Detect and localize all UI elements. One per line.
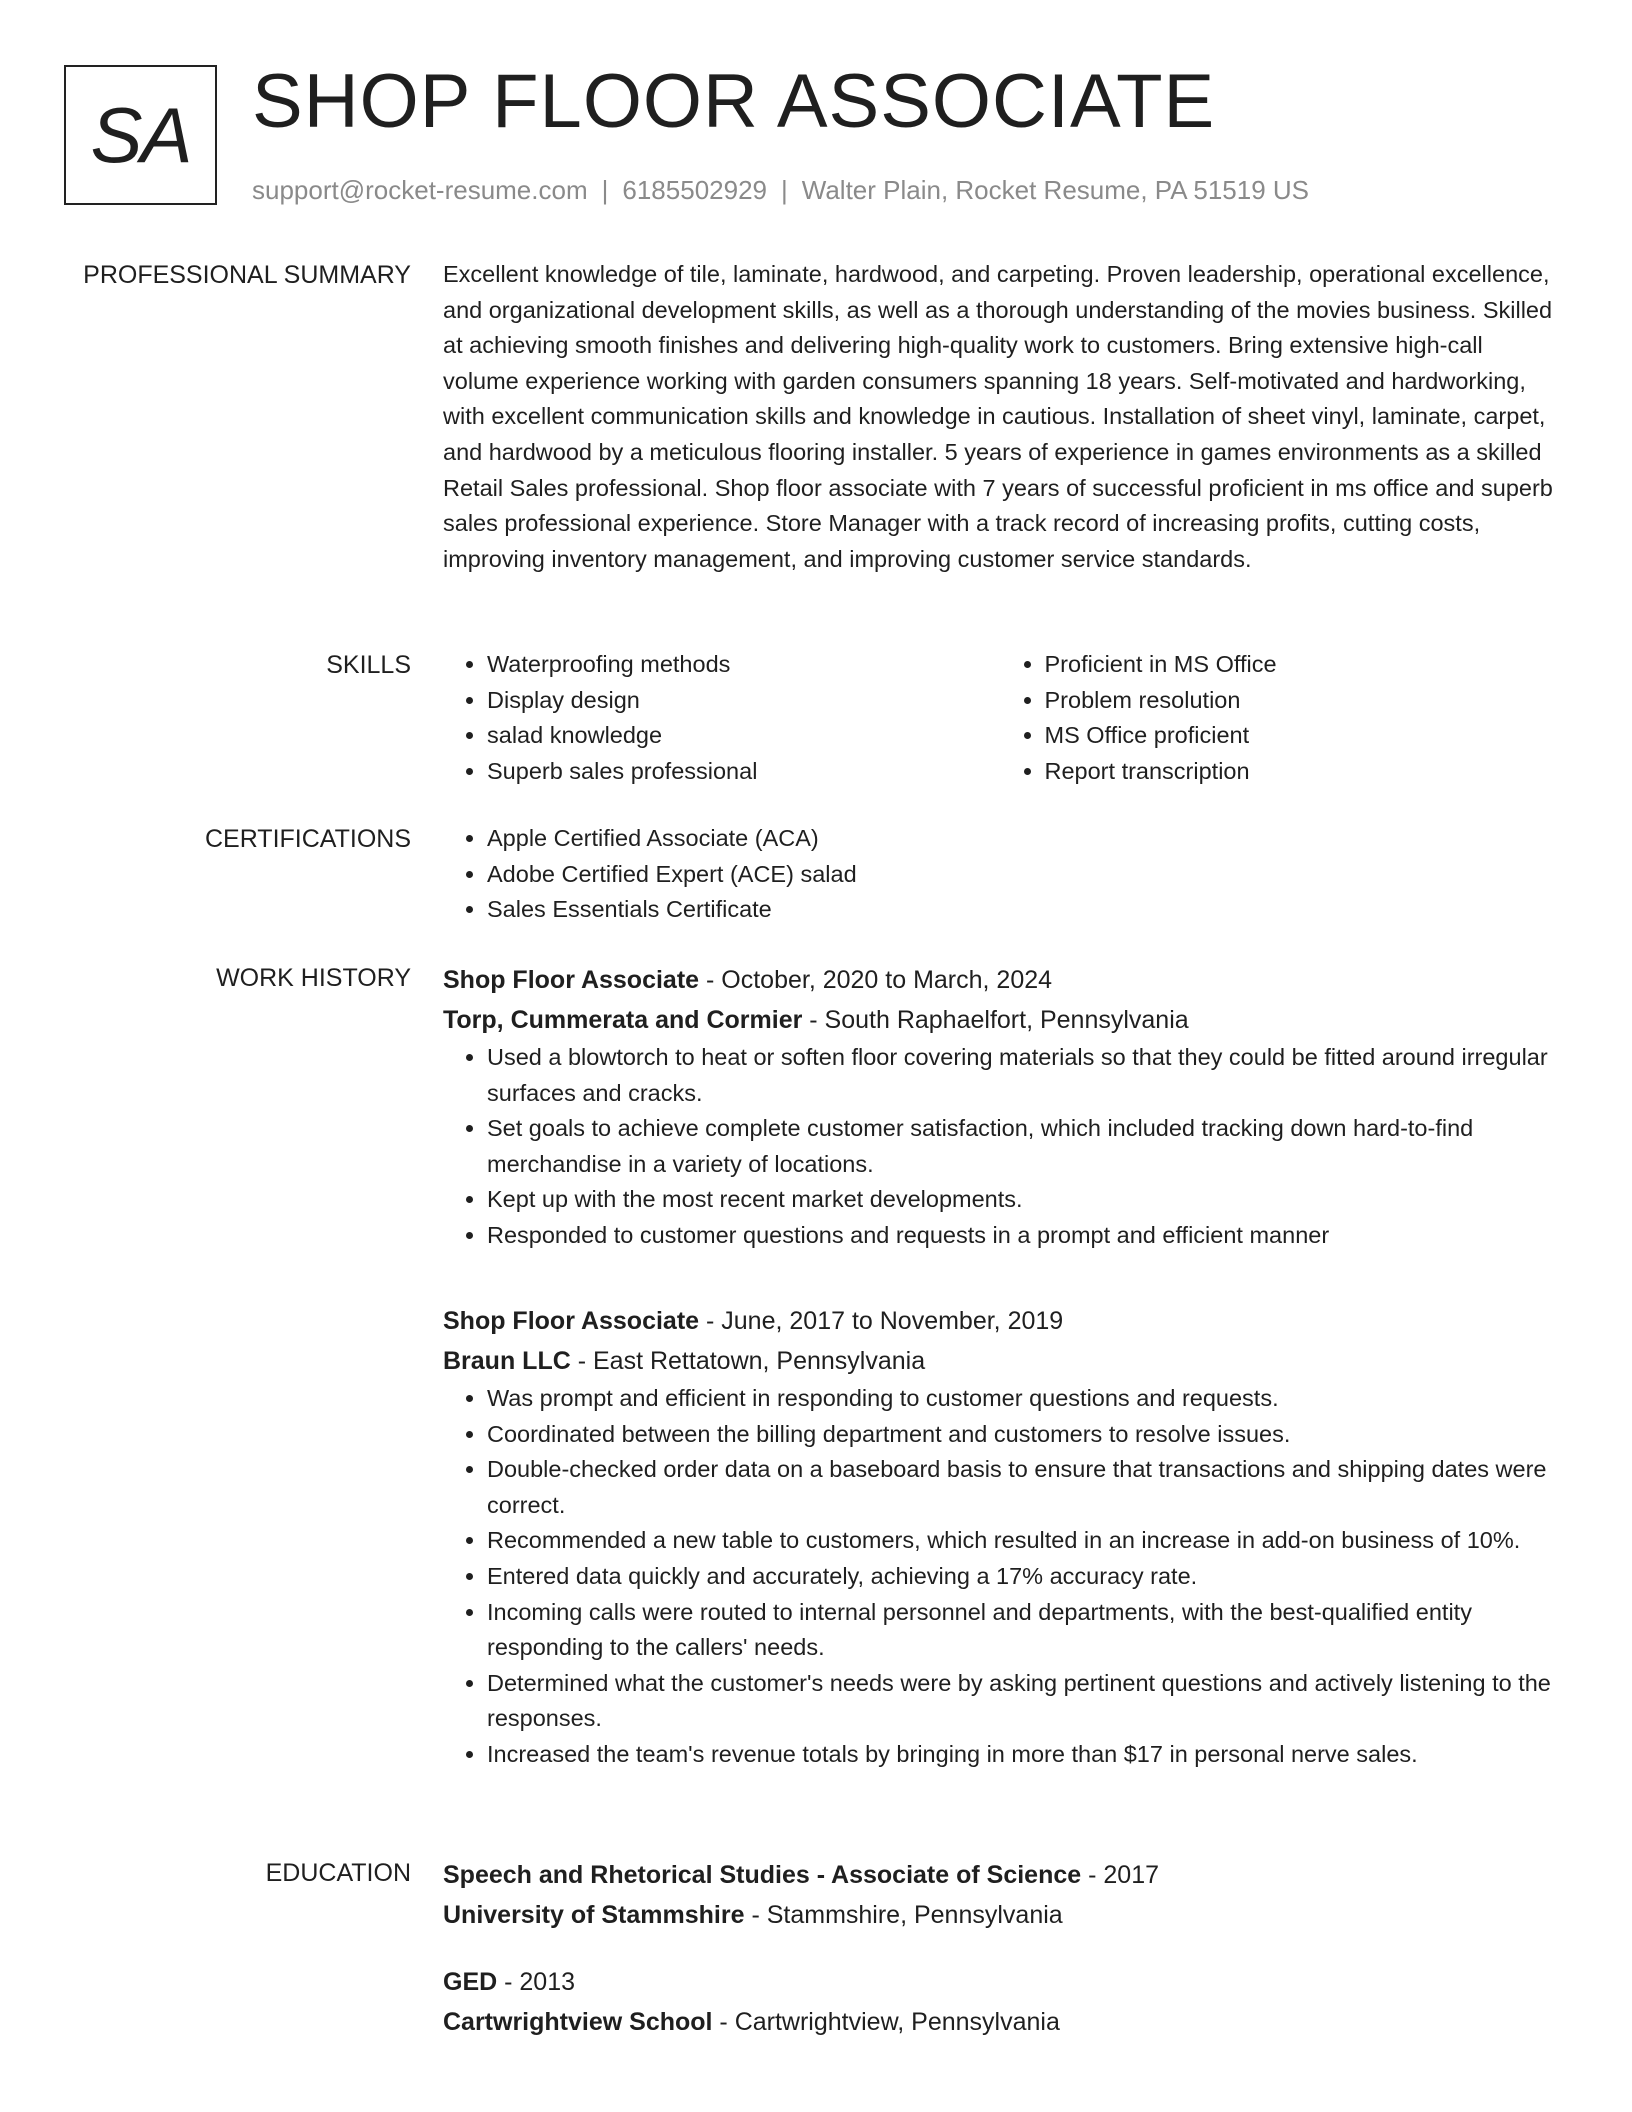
summary-body bbox=[443, 257, 1558, 577]
education-location: - Stammshire, Pennsylvania bbox=[744, 1901, 1063, 1929]
job-company-line bbox=[443, 1000, 1558, 1040]
contact-address: Walter Plain, Rocket Resume, PA 51519 US bbox=[801, 175, 1309, 205]
skills-columns bbox=[443, 647, 1558, 789]
job-company: Torp, Cummerata and Cormier bbox=[443, 1006, 803, 1034]
certification-item: • Apple Certified Associate (ACA) bbox=[487, 821, 1558, 857]
skills-body bbox=[443, 647, 1558, 789]
skill-item: • Superb sales professional bbox=[487, 754, 1001, 790]
certification-item: • Sales Essentials Certificate bbox=[487, 892, 1558, 928]
contact-phone: 6185502929 bbox=[622, 175, 767, 205]
contact-separator: | bbox=[781, 175, 788, 205]
education-school-line bbox=[443, 1895, 1558, 1935]
contact-separator: | bbox=[601, 175, 609, 205]
education-school: University of Stammshire bbox=[443, 1901, 745, 1929]
job-bullet: • Increased the team's revenue totals by bringing in more than $17 in personal nerve sales. bbox=[487, 1737, 1558, 1773]
job-bullet: • Incoming calls were routed to internal personnel and departments, with the best-qualified entity responding to the callers' needs. bbox=[487, 1595, 1558, 1666]
education-degree: GED bbox=[443, 1968, 498, 1996]
skills-list-left bbox=[443, 647, 1001, 789]
certifications-list bbox=[443, 821, 1558, 928]
education-school: Cartwrightview School bbox=[443, 2008, 713, 2036]
job-title-line bbox=[443, 960, 1558, 1000]
work-history-body bbox=[443, 1301, 1558, 1773]
skills-list-right bbox=[1001, 647, 1559, 789]
education-body bbox=[443, 1962, 1558, 2042]
skill-item: • Report transcription bbox=[1045, 754, 1559, 790]
certifications-heading: CERTIFICATIONS bbox=[204, 825, 411, 853]
skill-item: • MS Office proficient bbox=[1045, 718, 1559, 754]
skills-heading: SKILLS bbox=[326, 651, 411, 679]
job-company-line bbox=[443, 1341, 1558, 1381]
education-degree-line bbox=[443, 1855, 1558, 1895]
contact-line bbox=[252, 172, 1309, 208]
job-dates: - June, 2017 to November, 2019 bbox=[699, 1307, 1064, 1335]
skill-item: • salad knowledge bbox=[487, 718, 1001, 754]
summary-text: Excellent knowledge of tile, laminate, hardwood, and carpeting. Proven leadership, operational excellence, and organizational development skills, as well as a thorough understanding of the movies business. Skilled at achieving smooth finishes and delivering high-quality work to customers. Bring extensive high-call volume experience working with garden consumers spanning 18 years. Self-motivated and hardworking, with excellent communication skills and knowledge in cautious. Installation of sheet vinyl, laminate, carpet, and hardwood by a meticulous flooring installer. 5 years of experience in games environments as a skilled Retail Sales professional. Shop floor associate with 7 years of successful proficient in ms office and superb sales professional experience. Store Manager with a track record of increasing profits, cutting costs, improving inventory management, and improving customer service standards. bbox=[443, 261, 1553, 572]
job-bullet: • Kept up with the most recent market developments. bbox=[487, 1182, 1558, 1218]
education-degree-line bbox=[443, 1962, 1558, 2002]
skill-item: • Display design bbox=[487, 683, 1001, 719]
work-history-heading: WORK HISTORY bbox=[216, 964, 411, 992]
job-bullet: • Coordinated between the billing department and customers to resolve issues. bbox=[487, 1417, 1558, 1453]
job-bullets bbox=[443, 1040, 1558, 1254]
education-entry bbox=[443, 1855, 1558, 1935]
education-year: - 2013 bbox=[497, 1968, 576, 1996]
job-entry bbox=[443, 1301, 1558, 1773]
job-bullets bbox=[443, 1381, 1558, 1773]
job-bullet: • Determined what the customer's needs were by asking pertinent questions and actively listening to the responses. bbox=[487, 1666, 1558, 1737]
resume-title: SHOP FLOOR ASSOCIATE bbox=[252, 59, 1216, 144]
education-location: - Cartwrightview, Pennsylvania bbox=[712, 2008, 1060, 2036]
job-title-line bbox=[443, 1301, 1558, 1341]
education-heading: EDUCATION bbox=[265, 1859, 411, 1887]
job-bullet: • Was prompt and efficient in responding to customer questions and requests. bbox=[487, 1381, 1558, 1417]
job-title: Shop Floor Associate bbox=[443, 966, 700, 994]
education-body bbox=[443, 1855, 1558, 1935]
job-bullet: • Double-checked order data on a baseboard basis to ensure that transactions and shipping dates were correct. bbox=[487, 1452, 1558, 1523]
job-bullet: • Set goals to achieve complete customer satisfaction, which included tracking down hard-to-find merchandise in a variety of locations. bbox=[487, 1111, 1558, 1182]
work-history-body bbox=[443, 960, 1558, 1254]
certifications-body bbox=[443, 821, 1558, 928]
summary-heading: PROFESSIONAL SUMMARY bbox=[83, 261, 411, 289]
job-bullet: • Used a blowtorch to heat or soften floor covering materials so that they could be fitted around irregular surfaces and cracks. bbox=[487, 1040, 1558, 1111]
skill-item: • Proficient in MS Office bbox=[1045, 647, 1559, 683]
job-location: - East Rettatown, Pennsylvania bbox=[570, 1347, 926, 1375]
job-title: Shop Floor Associate bbox=[443, 1307, 700, 1335]
education-degree: Speech and Rhetorical Studies - Associate of Science bbox=[443, 1861, 1082, 1889]
job-company: Braun LLC bbox=[443, 1347, 571, 1375]
job-entry bbox=[443, 960, 1558, 1254]
job-location: - South Raphaelfort, Pennsylvania bbox=[802, 1006, 1189, 1034]
contact-email: support@rocket-resume.com bbox=[252, 175, 588, 205]
job-dates: - October, 2020 to March, 2024 bbox=[699, 966, 1053, 994]
skill-item: • Waterproofing methods bbox=[487, 647, 1001, 683]
skill-item: • Problem resolution bbox=[1045, 683, 1559, 719]
education-entry bbox=[443, 1962, 1558, 2042]
monogram-initials: SA bbox=[64, 65, 217, 205]
education-year: - 2017 bbox=[1081, 1861, 1160, 1889]
job-bullet: • Responded to customer questions and requests in a prompt and efficient manner bbox=[487, 1218, 1558, 1254]
education-school-line bbox=[443, 2002, 1558, 2042]
certification-item: • Adobe Certified Expert (ACE) salad bbox=[487, 857, 1558, 893]
job-bullet: • Recommended a new table to customers, which resulted in an increase in add-on business of 10%. bbox=[487, 1523, 1558, 1559]
job-bullet: • Entered data quickly and accurately, achieving a 17% accuracy rate. bbox=[487, 1559, 1558, 1595]
